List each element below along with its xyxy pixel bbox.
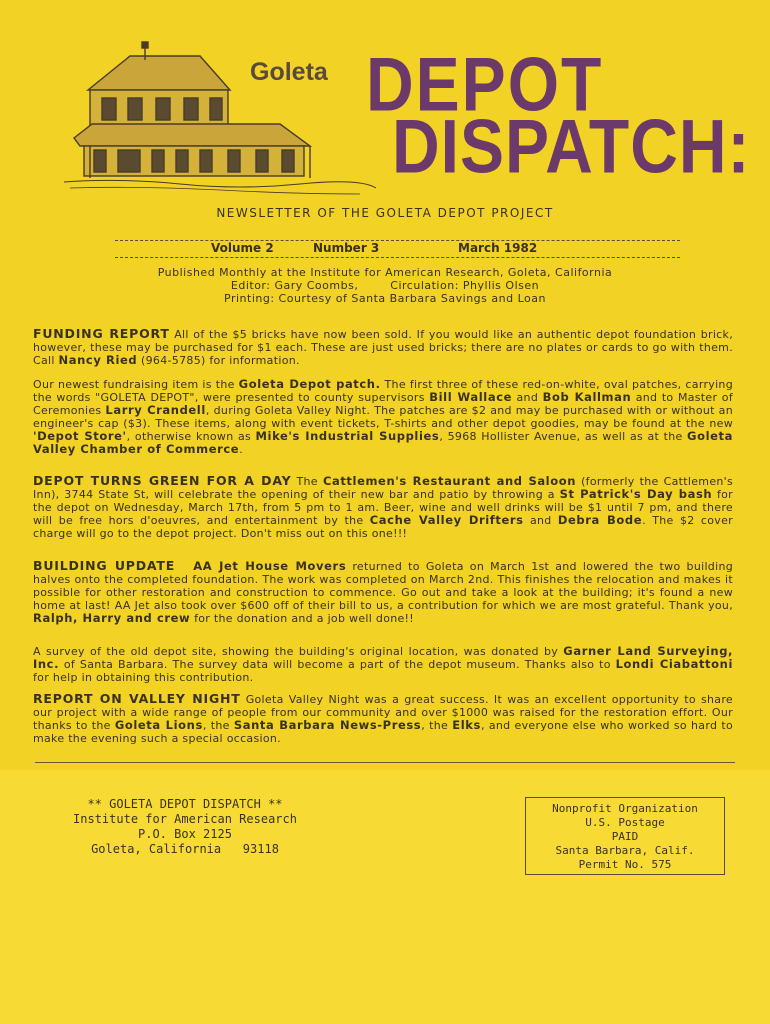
depot-building-illustration <box>60 38 380 198</box>
article-heading: DEPOT TURNS GREEN FOR A DAY <box>33 473 292 488</box>
masthead-prefix: Goleta <box>250 58 328 86</box>
indicia-line: Permit No. 575 <box>578 858 672 871</box>
publication-info <box>0 266 770 305</box>
masthead-title-depot: DEPOT <box>366 41 604 127</box>
issue-volume: Volume 2 <box>211 241 274 255</box>
article-text: The first three of these red-on-white, oval patches, carrying the words "GOLETA DEPOT", were presented to county supervisors <box>33 378 733 404</box>
article-text: All of the $5 bricks have now been sold. If you would like an authentic depot foundation brick, however, these may be purchased for $1 each. These are just used bricks; there are no plates or cards to go with them. Call <box>33 328 733 367</box>
article-text: and <box>512 391 543 404</box>
emphasis: 'Depot Store' <box>33 429 127 443</box>
article-survey <box>33 645 733 684</box>
issue-number: Number 3 <box>313 241 380 255</box>
emphasis: Goleta Depot patch. <box>238 377 381 391</box>
article-text: , during Goleta Valley Night. The patches are $2 and may be purchased with or without an engineer's cap ($3). These items, along with event tickets, T-shirts and other depot goodies, may be found at the new <box>33 404 733 430</box>
article-text: (964-5785) for information. <box>137 354 300 367</box>
article-heading: REPORT ON VALLEY NIGHT <box>33 691 241 706</box>
article-depot-turns-green <box>33 474 733 540</box>
emphasis: Bob Kallman <box>542 390 632 404</box>
emphasis: Goleta Valley Chamber of Commerce <box>33 429 733 456</box>
newsletter-subtitle: NEWSLETTER OF THE GOLETA DEPOT PROJECT <box>216 206 554 220</box>
editor-line: Editor: Gary Coombs, Circulation: Phyllis Olsen <box>230 279 540 292</box>
emphasis: Cattlemen's Restaurant and Saloon <box>322 474 577 488</box>
return-address-line: P.O. Box 2125 <box>138 827 232 841</box>
emphasis: Elks <box>452 718 481 732</box>
emphasis: AA Jet House Movers <box>193 559 347 573</box>
article-valley-night <box>33 692 733 745</box>
publication-line: Published Monthly at the Institute for American Research, Goleta, California <box>157 266 613 279</box>
return-address-line: ** GOLETA DEPOT DISPATCH ** <box>87 797 283 811</box>
article-text: of Santa Barbara. The survey data will become a part of the depot museum. Thanks also to <box>59 658 616 671</box>
emphasis: Santa Barbara News-Press <box>233 718 422 732</box>
return-address-line: Goleta, California 93118 <box>91 842 279 856</box>
emphasis: Garner Land Surveying, Inc. <box>33 644 734 671</box>
emphasis: Mike's Industrial Supplies <box>255 429 440 443</box>
indicia-line: Santa Barbara, Calif. <box>555 844 695 857</box>
article-text: and to Master of Ceremonies <box>33 391 733 417</box>
emphasis: St Patrick's Day bash <box>559 487 713 501</box>
article-heading: FUNDING REPORT <box>33 326 170 341</box>
emphasis: Goleta Lions <box>114 718 203 732</box>
masthead-title-dispatch: DISPATCH: <box>392 103 751 189</box>
article-text: for help in obtaining this contribution. <box>33 671 254 684</box>
emphasis: Bill Wallace <box>429 390 513 404</box>
article-building-update <box>33 559 733 625</box>
article-text: , the <box>421 719 453 732</box>
article-text: , and everyone else who worked so hard to make the evening such a special occasion. <box>33 719 733 745</box>
indicia-line: Nonprofit Organization <box>552 802 698 815</box>
article-heading: BUILDING UPDATE <box>33 558 176 573</box>
article-text: (formerly the Cattlemen's Inn), 3744 State St, will celebrate the opening of their new bar and patio by throwing a <box>33 475 734 501</box>
article-text: for the depot on Wednesday, March 17th, from 5 pm to 1 am. Beer, wine and well drinks will be $1 until 7 pm, and there will be free hors d'oeuvres, and entertainment by the <box>33 488 734 527</box>
indicia-line: PAID <box>611 830 639 843</box>
article-text: . The $2 cover charge will go to the depot project. Don't miss out on this one!!! <box>33 514 733 540</box>
emphasis: Londi Ciabattoni <box>615 657 733 671</box>
postage-indicia <box>525 797 725 875</box>
article-text: and <box>523 514 558 527</box>
article-text: , the <box>202 719 234 732</box>
return-address-line: Institute for American Research <box>73 812 297 826</box>
article-text: The <box>291 475 323 488</box>
emphasis: Ralph, Harry and crew <box>33 611 191 625</box>
emphasis: Larry Crandell <box>105 403 206 417</box>
issue-line <box>115 240 680 258</box>
article-text: , otherwise known as <box>126 430 256 443</box>
contact-name: Nancy Ried <box>58 353 138 367</box>
article-text: , 5968 Hollister Avenue, as well as at the <box>439 430 688 443</box>
article-text: A survey of the old depot site, showing the building's original location, was donated by <box>33 645 564 658</box>
return-address <box>40 797 330 857</box>
emphasis: Cache Valley Drifters <box>369 513 524 527</box>
article-text: returned to Goleta on March 1st and lowered the two building halves onto the completed foundation. The work was completed on March 2nd. This finishes the relocation and makes it possible for other restoration and construction to commence. Go out and take a look at the building; it's found a new home at last! AA Jet also took over $600 off of their bill to us, a contribution for which we are most grateful. Thank you, <box>33 560 733 612</box>
issue-date: March 1982 <box>458 241 538 255</box>
article-text: Goleta Valley Night was a great success. It was an excellent opportunity to share our project with a wide range of people from our community and over $1000 was raised for the restoration effort. Our thanks to the <box>33 693 733 732</box>
printing-line: Printing: Courtesy of Santa Barbara Savings and Loan <box>224 292 546 305</box>
indicia-line: U.S. Postage <box>585 816 665 829</box>
article-funding-report <box>33 327 733 367</box>
article-text: Our newest fundraising item is the <box>33 378 239 391</box>
divider <box>35 762 735 763</box>
article-depot-patch <box>33 378 733 456</box>
article-text: for the donation and a job well done!! <box>190 612 414 625</box>
article-text: . <box>239 443 243 456</box>
emphasis: Debra Bode <box>557 513 643 527</box>
